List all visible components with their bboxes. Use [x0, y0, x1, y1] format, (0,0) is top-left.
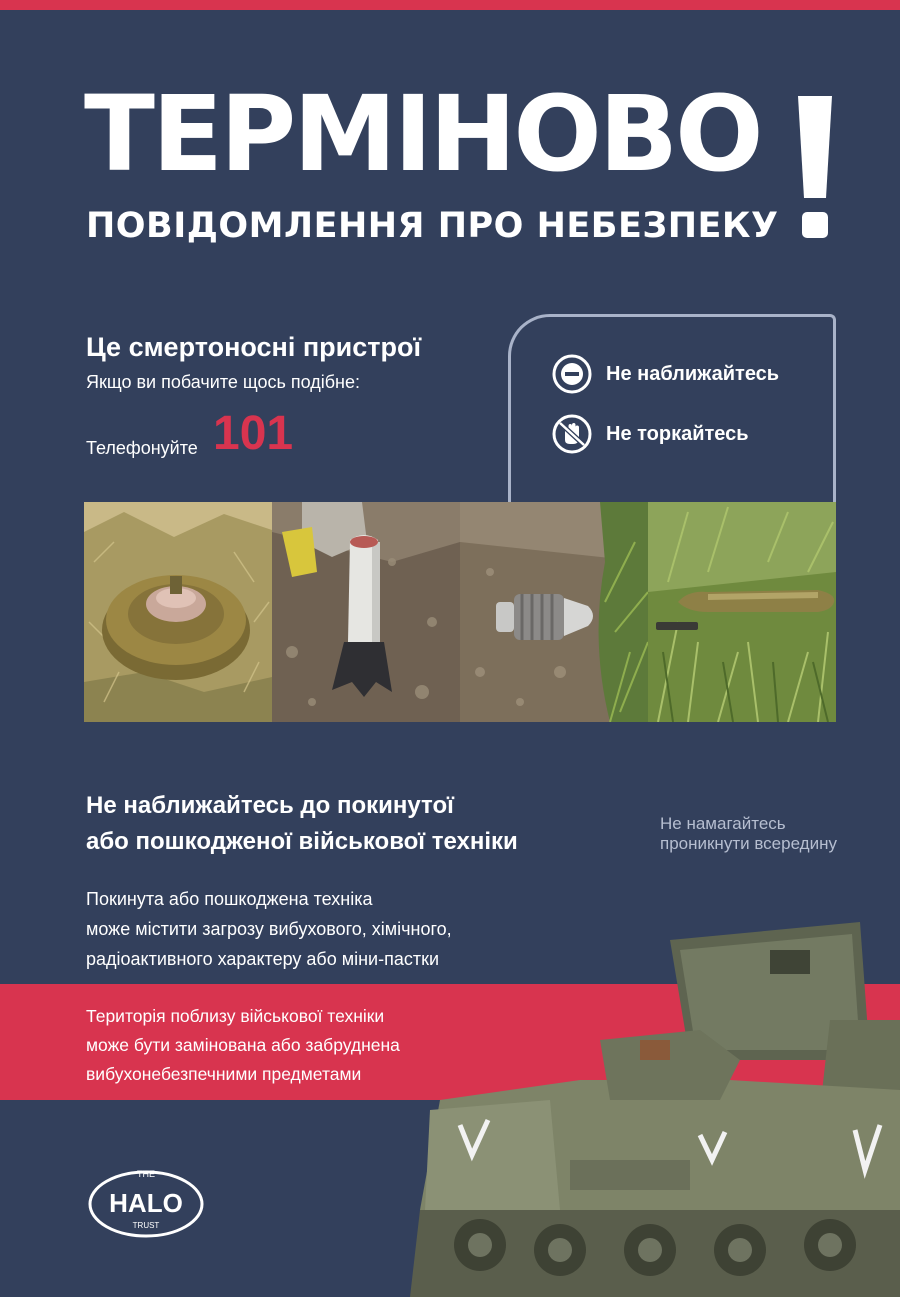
band-text: [86, 1002, 400, 1089]
page-subtitle: ПОВІДОМЛЕННЯ ПРО НЕБЕЗПЕКУ: [86, 206, 779, 246]
side-note-line: проникнути всередину: [660, 834, 837, 853]
body-line: радіоактивного характеру або міни-пастки: [86, 949, 440, 969]
logo-name: HALO: [109, 1188, 183, 1218]
rule-no-approach: [552, 354, 779, 394]
side-note-line: Не намагайтесь: [660, 814, 786, 833]
body-line: Покинута або пошкоджена техніка: [86, 889, 373, 909]
no-entry-icon: [552, 354, 592, 394]
logo-trust: TRUST: [132, 1221, 160, 1230]
rule-label: Не наближайтесь: [606, 362, 780, 385]
vehicle-heading-line: Не наближайтесь до покинутої: [86, 792, 454, 819]
side-note: [660, 814, 837, 854]
top-accent-bar: [0, 0, 900, 10]
band-line: вибухонебезпечними предметами: [86, 1064, 362, 1084]
no-touch-icon: [552, 414, 592, 454]
grenade-in-grass-photo: [648, 502, 836, 722]
mortar-shell-photo: [460, 502, 648, 722]
band-line: Територія поблизу військової техніки: [86, 1006, 385, 1026]
logo-the: THE: [137, 1169, 155, 1179]
vehicle-heading-line: або пошкодженої військової техніки: [86, 828, 518, 855]
band-line: може бути замінована або забруднена: [86, 1035, 400, 1055]
rules-frame: [508, 314, 836, 502]
vehicle-section-heading: [86, 788, 518, 860]
call-label: Телефонуйте: [86, 438, 198, 458]
exclamation-mark-icon: [790, 90, 840, 250]
anti-tank-mine-photo: [84, 502, 272, 722]
rule-no-touch: [552, 414, 749, 454]
warning-heading: Це смертоносні пристрої: [86, 332, 422, 362]
ordnance-photo-strip: [84, 502, 836, 722]
vehicle-body-text: [86, 884, 452, 974]
warning-subheading: Якщо ви побачите щось подібне:: [86, 372, 360, 392]
body-line: може містити загрозу вибухового, хімічного,: [86, 919, 452, 939]
rocket-photo: [272, 502, 460, 722]
halo-trust-logo: [86, 1162, 206, 1238]
rule-label: Не торкайтесь: [606, 422, 749, 445]
emergency-number: 101: [213, 407, 294, 460]
armored-vehicle-photo: [400, 910, 900, 1297]
page-title: ТЕРМІНОВО: [84, 73, 761, 195]
